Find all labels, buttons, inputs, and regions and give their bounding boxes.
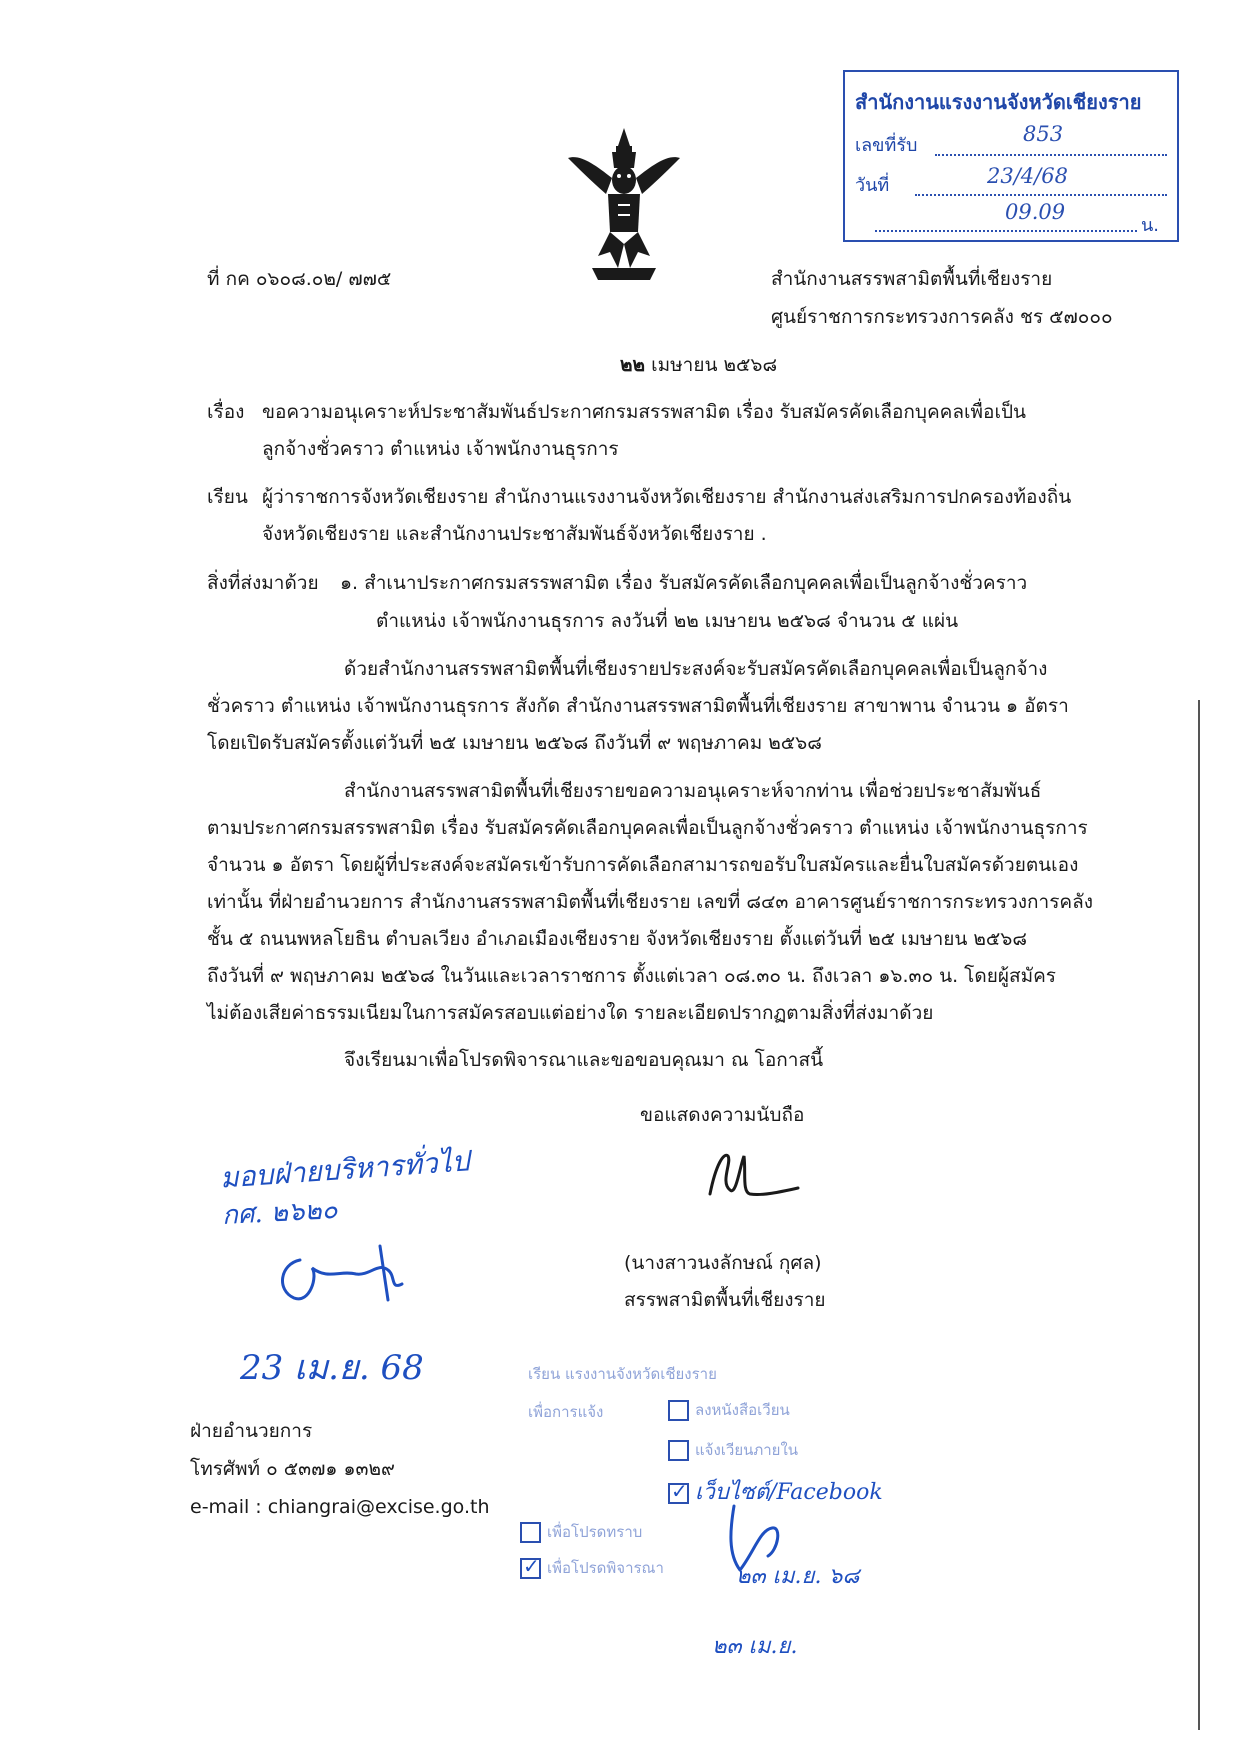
handwritten-final-note: ๒๓ เม.ย. [712,1634,798,1659]
routing-checkbox-checked[interactable] [668,1483,689,1504]
sender-office: สำนักงานสรรพสามิตพื้นที่เชียงราย [771,268,1053,290]
subject-line: ขอความอนุเคราะห์ประชาสัมพันธ์ประกาศกรมสรรพสามิต เรื่อง รับสมัครคัดเลือกบุคคลเพื่อเป็น [262,401,1027,423]
fyi-label: เพื่อโปรดทราบ [547,1523,643,1541]
letter-date-month-year: เมษายน ๒๕๖๘ [651,354,778,376]
routing-checkbox[interactable] [668,1440,689,1461]
stamp-dots [915,194,1167,196]
letter-date [620,352,777,378]
recipient-label: เรียน [207,486,248,508]
stamp-date-label: วันที่ [855,175,890,196]
garuda-emblem-icon [564,124,684,284]
signature-mark-icon [702,1142,802,1208]
enclosure-label: สิ่งที่ส่งมาด้วย [207,572,319,594]
closing-line: จึงเรียนมาเพื่อโปรดพิจารณาและขอขอบคุณมา ณ โอกาสนี้ [344,1049,824,1071]
body-line: ไม่ต้องเสียค่าธรรมเนียมในการสมัครสอบแต่อย่างใด รายละเอียดปรากฏตามสิ่งที่ส่งมาด้วย [207,1002,934,1024]
scan-edge [1198,700,1200,1730]
letter-date-day: ๒๒ [620,354,646,376]
body-line: ตามประกาศกรมสรรพสามิต เรื่อง รับสมัครคัดเลือกบุคคลเพื่อเป็นลูกจ้างชั่วคราว ตำแหน่ง เจ้าพนักงานธุรการ [207,817,1088,839]
routing-consider-row [520,1556,664,1580]
stamp-dots [875,230,1137,232]
footer-division: ฝ่ายอำนวยการ [190,1420,313,1442]
reference-number: ที่ กค ๐๖๐๘.๐๒/ ๗๗๕ [207,268,392,290]
routing-header: เรียน แรงงานจังหวัดเชียงราย [528,1365,717,1383]
consider-label: เพื่อโปรดพิจารณา [547,1559,664,1577]
body-line: สำนักงานสรรพสามิตพื้นที่เชียงรายขอความอนุเคราะห์จากท่าน เพื่อช่วยประชาสัมพันธ์ [344,780,1042,802]
handwritten-date: 23 เม.ย. 68 [240,1348,424,1388]
routing-checkbox[interactable] [668,1400,689,1421]
routing-option-row [668,1438,798,1462]
consider-checkbox[interactable] [520,1558,541,1579]
signer-position: สรรพสามิตพื้นที่เชียงราย [624,1289,826,1311]
sender-address: ศูนย์ราชการกระทรวงการคลัง ชร ๕๗๐๐๐ [771,306,1113,328]
stamp-office: สำนักงานแรงงานจังหวัดเชียงราย [855,90,1142,114]
stamp-time-unit: น. [1141,215,1160,236]
handwritten-signature-icon [270,1240,430,1320]
stamp-receipt-label: เลขที่รับ [855,135,918,156]
receiving-stamp [843,70,1179,242]
body-line: เท่านั้น ที่ฝ่ายอำนวยการ สำนักงานสรรพสามิตพื้นที่เชียงราย เลขที่ ๘๔๓ อาคารศูนย์ราชการกระทรวงการคลัง [207,891,1094,913]
fyi-checkbox[interactable] [520,1522,541,1543]
footer-email: e-mail : chiangrai@excise.go.th [190,1496,490,1518]
routing-fyi-row [520,1520,642,1544]
handwritten-note: มอบฝ่ายบริหารทั่วไป [219,1144,471,1195]
handwritten-note: กศ. ๒๖๒๐ [221,1194,339,1231]
handwritten-option: เว็บไซต์/Facebook [695,1480,883,1505]
signer-name: (นางสาวนงลักษณ์ กุศล) [624,1252,822,1274]
enclosure-line: ตำแหน่ง เจ้าพนักงานธุรการ ลงวันที่ ๒๒ เมษายน ๒๕๖๘ จำนวน ๕ แผ่น [376,610,959,632]
body-line: ชั้น ๕ ถนนพหลโยธิน ตำบลเวียง อำเภอเมืองเชียงราย จังหวัดเชียงราย ตั้งแต่วันที่ ๒๕ เมษายน ๒๕๖๘ [207,928,1028,950]
stamp-date-value: 23/4/68 [987,164,1068,188]
body-line: ถึงวันที่ ๙ พฤษภาคม ๒๕๖๘ ในวันและเวลาราชการ ตั้งแต่เวลา ๐๘.๓๐ น. ถึงเวลา ๑๖.๓๐ น. โดยผู้สมัคร [207,965,1057,987]
subject-line: ลูกจ้างชั่วคราว ตำแหน่ง เจ้าพนักงานธุรการ [262,438,619,460]
stamp-receipt-no: 853 [1023,122,1064,146]
subject-label: เรื่อง [207,401,245,423]
recipient-line: จังหวัดเชียงราย และสำนักงานประชาสัมพันธ์จังหวัดเชียงราย . [262,523,767,545]
handwritten-bottom-date: ๒๓ เม.ย. ๖๘ [736,1564,860,1589]
stamp-time-value: 09.09 [1005,200,1066,224]
body-line: จำนวน ๑ อัตรา โดยผู้ที่ประสงค์จะสมัครเข้ารับการคัดเลือกสามารถขอรับใบสมัครและยื่นใบสมัครด้วยตนเอง [207,854,1079,876]
routing-option-text: ลงหนังสือเวียน [695,1401,790,1419]
enclosure-line: ๑. สำเนาประกาศกรมสรรพสามิต เรื่อง รับสมัครคัดเลือกบุคคลเพื่อเป็นลูกจ้างชั่วคราว [340,572,1028,594]
routing-option-text: แจ้งเวียนภายใน [695,1441,799,1459]
stamp-dots [935,154,1167,156]
footer-phone: โทรศัพท์ ๐ ๕๓๗๑ ๑๓๒๙ [190,1458,395,1480]
recipient-line: ผู้ว่าราชการจังหวัดเชียงราย สำนักงานแรงงานจังหวัดเชียงราย สำนักงานส่งเสริมการปกครองท้องถิ่น [262,486,1072,508]
routing-option-row [668,1398,790,1422]
regards: ขอแสดงความนับถือ [640,1104,805,1126]
body-line: โดยเปิดรับสมัครตั้งแต่วันที่ ๒๕ เมษายน ๒๕๖๘ ถึงวันที่ ๙ พฤษภาคม ๒๕๖๘ [207,732,822,754]
body-line: ชั่วคราว ตำแหน่ง เจ้าพนักงานธุรการ สังกัด สำนักงานสรรพสามิตพื้นที่เชียงราย สาขาพาน จำนวน ๑ อัตรา [207,695,1069,717]
routing-option-label: เพื่อการแจ้ง [528,1403,604,1421]
body-line: ด้วยสำนักงานสรรพสามิตพื้นที่เชียงรายประสงค์จะรับสมัครคัดเลือกบุคคลเพื่อเป็นลูกจ้าง [344,658,1048,680]
